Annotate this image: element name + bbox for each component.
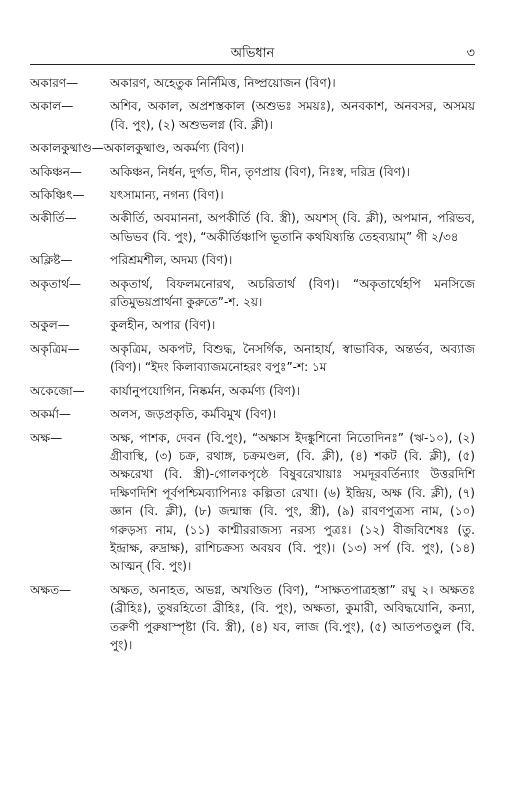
dictionary-entry bbox=[30, 340, 475, 377]
entry-headword: অকৃত্রিম— bbox=[30, 341, 80, 356]
entry-headword: অকর্মা— bbox=[30, 407, 71, 422]
entry-headword: অকারণ— bbox=[30, 76, 79, 90]
entry-headword: অকুল— bbox=[30, 318, 70, 333]
entry-definition: কুলহীন, অপার (বিণ)। bbox=[110, 318, 216, 333]
entry-definition: অক্ষ, পাশক, দেবন (বি.পুং), “অক্ষাস ইদঙ্কুশিনো নিতোদিনঃ” (ঋ-১০), (২) গ্রীবাস্থি, (৩) চক্র, রথাঙ্গ, চক্রমণ্ডল, (বি. ক্লী), (৪) শকট (বি. ক্লী), (৫) অক্ষরেখা (বি. স্ত্রী)-গোলকপৃষ্ঠে বিষুবরেখায়াঃ সমদূরবর্তিন্যাং উত্তরদিশি দক্ষিণদিশি পূর্বপশ্চিমব্যাপিন্যঃ কল্পিতা রেখা। (৬) ইন্দ্রিয়, অক্ষ (বি. ক্লী), (৭) জ্ঞান (বি. ক্লী), (৮) জন্মান্ধ (বি. পুং, স্ত্রী), (৯) রাবণপুত্রস্য নাম, (১০) গরুড়স্য নাম, (১১) কাশ্মীররাজস্য নরস্য পুত্রঃ। (১২) বীজবিশেষঃ (তু. ইন্দ্রাক্ষ, রুদ্রাক্ষ), রাশিচক্রস্য অবয়ব (বি. পুং)। (১৩) সর্প (বি. পুং), (১৪) আত্মন্ (বি. পুং)। bbox=[110, 430, 475, 574]
entry-headword: অক্লিষ্ট— bbox=[30, 253, 73, 268]
dictionary-entry bbox=[30, 405, 475, 423]
entry-headword: অকৃতার্থ— bbox=[30, 276, 82, 291]
entry-definition: অকিঞ্চন, নির্ধন, দুর্গত, দীন, তৃণপ্রায় (বিণ), নিঃস্ব, দরিদ্র (বিণ)। bbox=[110, 164, 410, 179]
dictionary-entry bbox=[30, 209, 475, 246]
entry-definition: অশিব, অকাল, অপ্রশস্তকাল (অশুভঃ সময়ঃ), অনবকাশ, অনবসর, অসময় (বি. পুং), (২) অশুভলগ্ন (বি. ক্লী)। bbox=[110, 99, 475, 132]
page-header bbox=[30, 44, 475, 62]
dictionary-entry bbox=[30, 186, 475, 204]
header-rule bbox=[30, 64, 475, 65]
dictionary-entry bbox=[30, 97, 475, 134]
page-title: অভিধান bbox=[230, 46, 275, 61]
dictionary-entry bbox=[30, 163, 475, 181]
entry-definition: অকীর্তি, অবমাননা, অপকীর্তি (বি. স্ত্রী), অযশস্ (বি. ক্লী), অপমান, পরিভব, অভিভব (বি. পুং), “অকীর্তিঞ্চাপি ভূতানি কথযিষ্যন্তি তেহব্যয়াম্” গী ২/৩৪ bbox=[110, 211, 475, 244]
dictionary-entry-inline: অকালকুষ্মাণ্ড—অকালকুষ্মাণ্ড, অকর্মণ্য (বিণ)। bbox=[30, 141, 245, 156]
entry-definition: অকৃত্রিম, অকপট, বিশুদ্ধ, নৈসর্গিক, অনাহার্য, স্বাভাবিক, অন্তর্ভব, অব্যাজ (বিণ)। “ইদং কিলাব্যাজমনোহরং বপুঃ”-শ: ১ম bbox=[110, 341, 475, 375]
entry-headword: অকেজো— bbox=[30, 383, 85, 398]
entry-headword: অকিঞ্চিৎ— bbox=[30, 188, 85, 203]
dictionary-entry bbox=[30, 429, 475, 576]
entry-definition: কার্যানুপযোগিন, নিষ্কর্মন, অকর্মণ্য (বিণ)। bbox=[110, 383, 300, 398]
page-number: ৩ bbox=[466, 46, 475, 61]
entry-headword: অক্ষ— bbox=[30, 430, 63, 445]
entry-headword: অক্ষত— bbox=[30, 582, 72, 597]
dictionary-entry bbox=[30, 382, 475, 400]
entry-definition: অকৃতার্থ, বিফলমনোরথ, অচরিতার্থ (বিণ)। “অকৃতার্থেহপি মনসিজে রতিমুভয়প্রার্থনা কুরুতে”-শ. ২য়। bbox=[110, 276, 475, 310]
dictionary-entry bbox=[30, 74, 475, 92]
entry-headword: অকিঞ্চন— bbox=[30, 164, 82, 179]
entry-definition: অকারণ, অহেতুক নির্নিমিত্ত, নিষ্প্রয়োজন (বিণ)। bbox=[110, 76, 336, 90]
entry-list bbox=[30, 74, 475, 659]
entry-definition: পরিশ্রমশীল, অদম্য (বিণ)। bbox=[110, 253, 233, 268]
dictionary-entry bbox=[30, 251, 475, 269]
entry-definition: যৎসামান্য, নগন্য (বিণ)। bbox=[110, 188, 224, 203]
dictionary-entry bbox=[30, 316, 475, 334]
dictionary-entry bbox=[30, 581, 475, 655]
entry-headword: অকাল— bbox=[30, 99, 74, 114]
entry-headword: অকীর্তি— bbox=[30, 211, 77, 226]
entry-definition: অক্ষত, অনাহত, অভগ্ন, অখণ্ডিত (বিণ), “সাক্ষতপাত্রহস্তা” রঘু ২। অক্ষতঃ (ব্রীহিঃ), তুষরহিতো ব্রীহিঃ, (বি. পুং), অক্ষতা, কুমারী, অবিদ্ধযোনি, কন্যা, তরুণী পুরুষাস্পৃষ্টা (বি. স্ত্রী), (৪) যব, লাজ (বি.পুং), (৫) আতপতণ্ডুল (বি. পুং)। bbox=[110, 582, 475, 652]
dictionary-entry bbox=[30, 275, 475, 312]
entry-definition: অলস, জড়প্রকৃতি, কর্মবিমুখ (বিণ)। bbox=[110, 407, 277, 422]
